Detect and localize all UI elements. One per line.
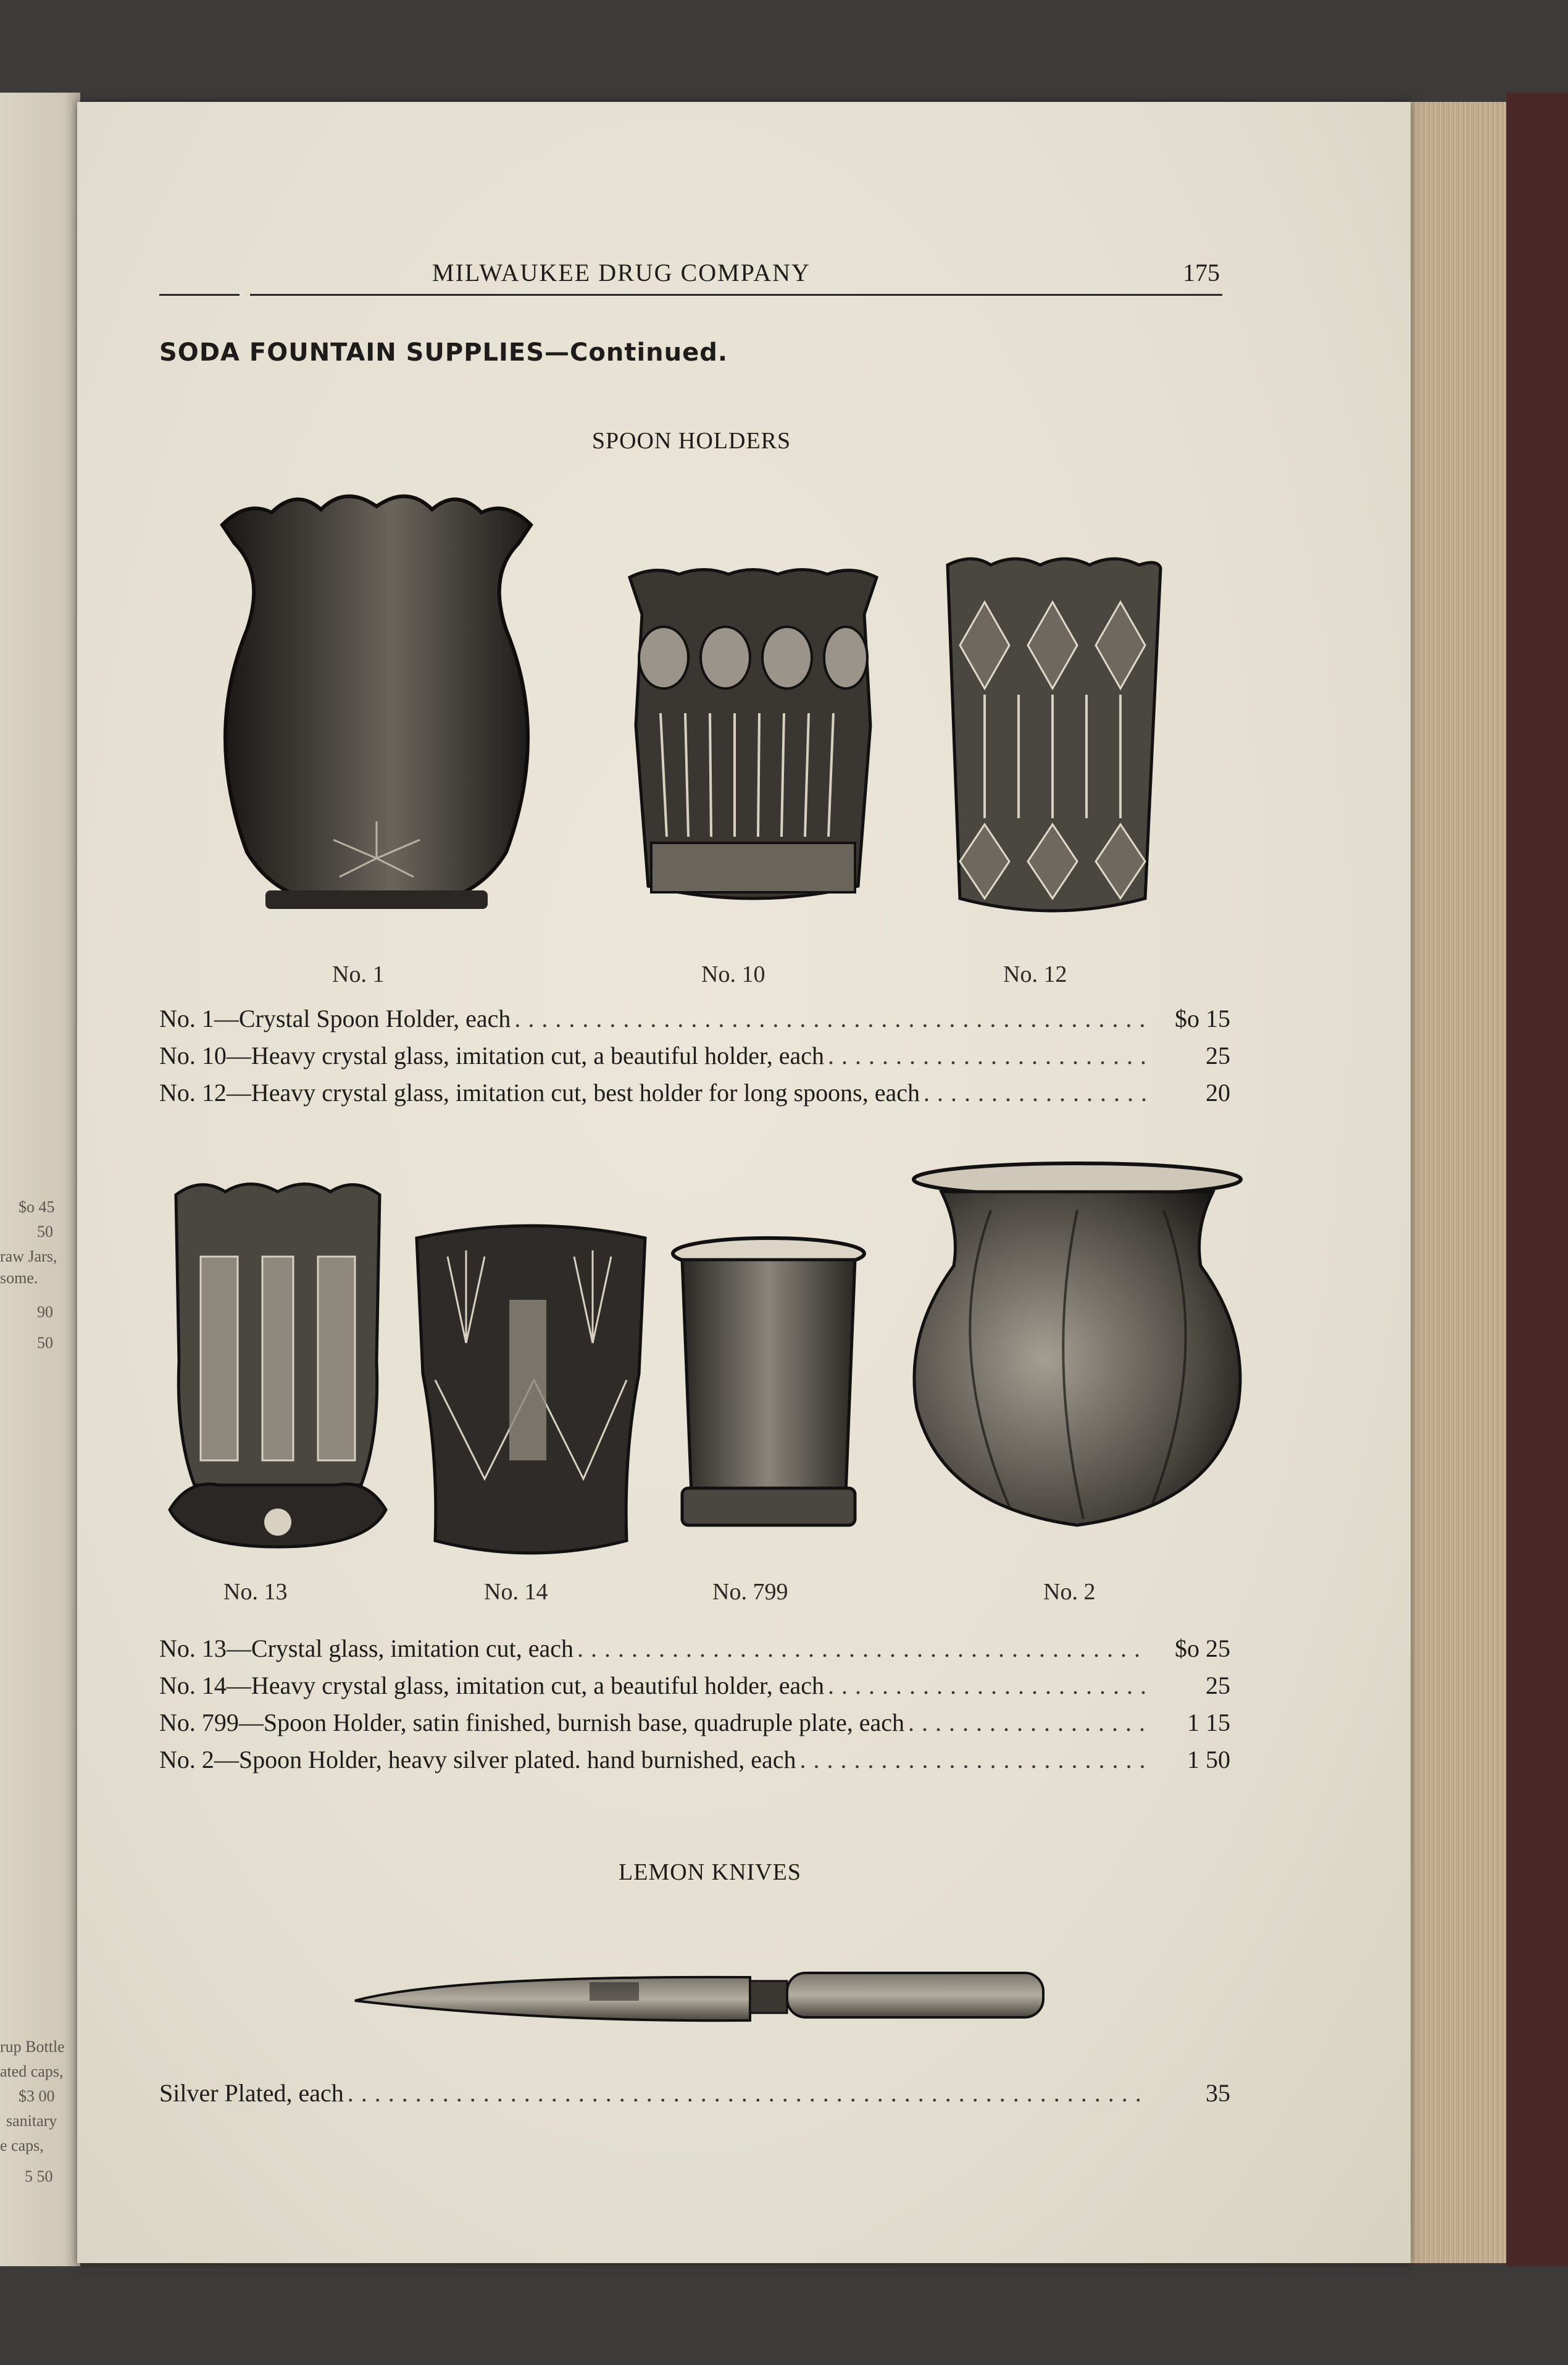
- spoon-holders-heading: SPOON HOLDERS: [591, 428, 791, 454]
- facing-page-text: rup Bottle: [0, 2038, 65, 2056]
- price-row: [159, 1671, 1230, 1700]
- item-description: No. 10—Heavy crystal glass, imitation cut, a beautiful holder, each: [159, 1042, 824, 1069]
- dot-leader: [799, 1745, 1146, 1774]
- caption-no-13: No. 13: [223, 1579, 288, 1605]
- item-price: 35: [1206, 2079, 1230, 2107]
- caption-no-1: No. 1: [332, 961, 385, 987]
- facing-page-text: 90: [37, 1303, 53, 1321]
- lemon-knives-heading: LEMON KNIVES: [619, 1859, 801, 1885]
- glass-tumbler-icon: [617, 565, 889, 936]
- item-price: 25: [1206, 1672, 1230, 1699]
- price-row: [159, 1708, 1230, 1737]
- glass-tumbler-icon: [164, 1176, 392, 1559]
- price-row: [159, 1078, 1230, 1107]
- price-row: [159, 2078, 1230, 2108]
- dot-leader: [908, 1708, 1146, 1737]
- silver-vase-icon: [904, 1161, 1250, 1538]
- facing-page-text: some.: [0, 1269, 38, 1287]
- price-row: [159, 1745, 1230, 1774]
- dot-leader: [577, 1634, 1146, 1663]
- facing-page-text: $o 45: [19, 1198, 55, 1216]
- caption-no-799: No. 799: [712, 1579, 788, 1605]
- dot-leader: [348, 2078, 1146, 2108]
- dot-leader: [924, 1078, 1146, 1107]
- item-description: No. 13—Crystal glass, imitation cut, each: [159, 1635, 573, 1662]
- facing-page-text: ated caps,: [0, 2062, 64, 2080]
- facing-page-text: sanitary: [6, 2112, 57, 2130]
- item-description: Silver Plated, each: [159, 2079, 344, 2107]
- glass-tumbler-icon: [941, 553, 1164, 923]
- item-price: 20: [1206, 1079, 1230, 1107]
- page-number: 175: [1183, 259, 1220, 287]
- caption-no-2: No. 2: [1043, 1579, 1096, 1605]
- facing-page-text: $3 00: [19, 2087, 55, 2105]
- price-row: [159, 1634, 1230, 1663]
- dot-leader: [828, 1041, 1146, 1070]
- page-edges: [1407, 102, 1512, 2263]
- silver-cup-icon: [667, 1235, 870, 1538]
- item-description: No. 799—Spoon Holder, satin finished, burnish base, quadruple plate, each: [159, 1709, 905, 1736]
- header-rule: [250, 294, 1222, 296]
- item-description: No. 12—Heavy crystal glass, imitation cut, best holder for long spoons, each: [159, 1079, 920, 1107]
- glass-vase-icon: [198, 475, 556, 945]
- facing-page-text: 5 50: [25, 2167, 53, 2185]
- item-price: 1 50: [1187, 1746, 1230, 1773]
- price-row: [159, 1041, 1230, 1070]
- dot-leader: [514, 1004, 1146, 1033]
- item-price: 1 15: [1187, 1709, 1230, 1736]
- facing-page: [0, 93, 80, 2266]
- book-cover: [1506, 93, 1568, 2266]
- caption-no-14: No. 14: [484, 1579, 548, 1605]
- price-row: [159, 1004, 1230, 1033]
- facing-page-text: 50: [37, 1334, 53, 1352]
- item-price: $o 15: [1175, 1005, 1230, 1032]
- running-head: MILWAUKEE DRUG COMPANY: [432, 259, 811, 287]
- dot-leader: [828, 1671, 1146, 1700]
- item-description: No. 2—Spoon Holder, heavy silver plated. hand burnished, each: [159, 1746, 796, 1773]
- section-title: SODA FOUNTAIN SUPPLIES—Continued.: [159, 338, 728, 367]
- facing-page-text: e caps,: [0, 2137, 44, 2154]
- header-rule: [159, 294, 240, 296]
- item-price: 25: [1206, 1042, 1230, 1069]
- knife-icon: [355, 1964, 1046, 2025]
- caption-no-10: No. 10: [701, 961, 765, 987]
- glass-tumbler-icon: [411, 1220, 651, 1562]
- item-description: No. 1—Crystal Spoon Holder, each: [159, 1005, 511, 1032]
- facing-page-text: 50: [37, 1223, 53, 1241]
- facing-page-text: raw Jars,: [0, 1247, 57, 1265]
- item-description: No. 14—Heavy crystal glass, imitation cut, a beautiful holder, each: [159, 1672, 824, 1699]
- caption-no-12: No. 12: [1003, 961, 1067, 987]
- item-price: $o 25: [1175, 1635, 1230, 1662]
